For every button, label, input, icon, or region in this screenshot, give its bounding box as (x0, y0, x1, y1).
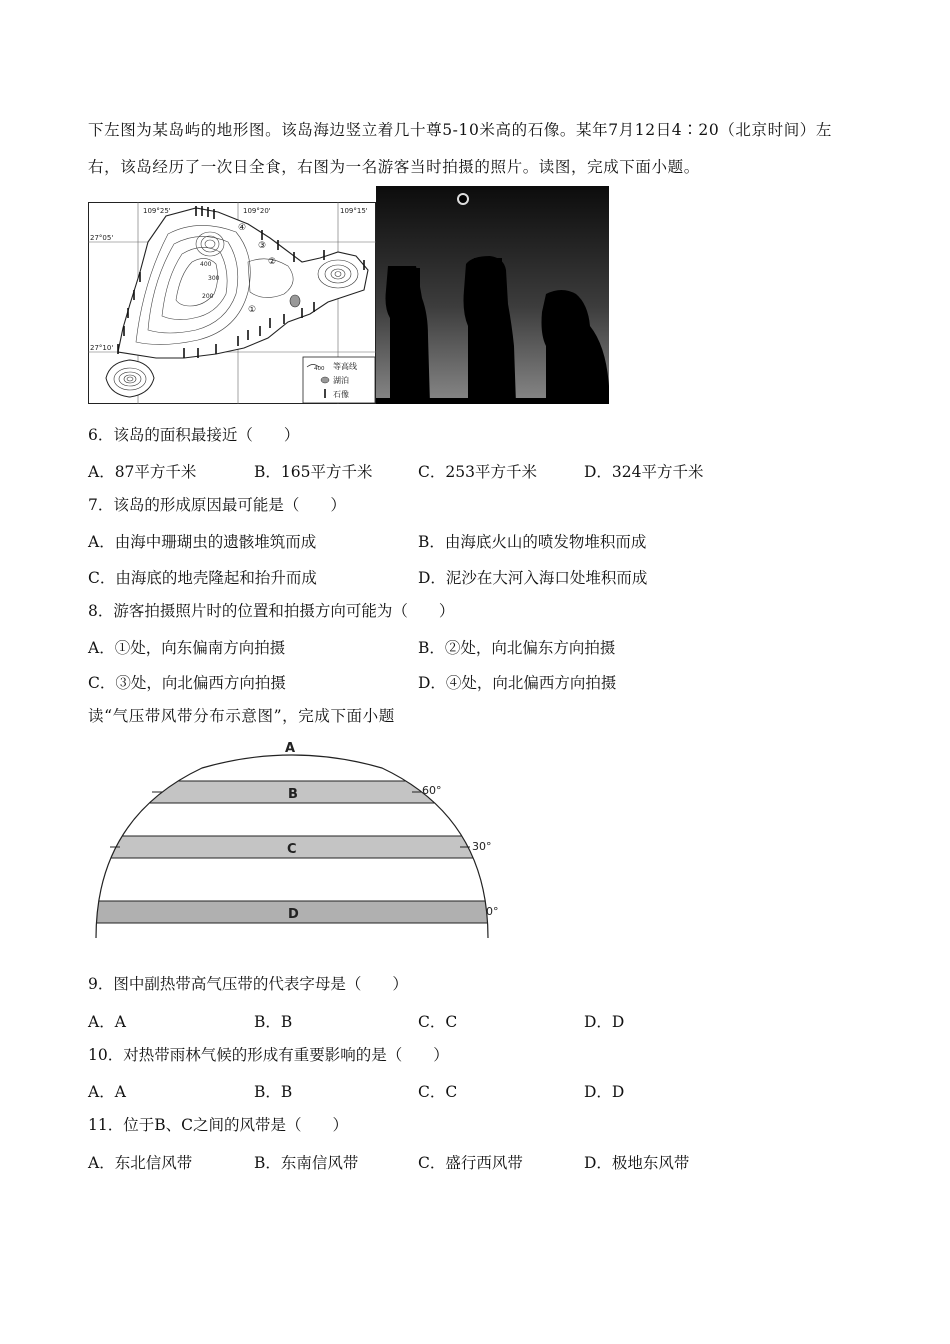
q11-option-c[interactable]: C．盛行西风带 (418, 1154, 523, 1172)
belt-label-a: A (285, 741, 296, 756)
belt-c-band (92, 836, 512, 858)
lat-label-2: 27°10' (90, 344, 114, 352)
q10-stem: 10．对热带雨林气候的形成有重要影响的是（ ） (88, 1046, 449, 1064)
belt-label-c: C (287, 842, 297, 857)
intro-line-2: 右，该岛经历了一次日全食，右图为一名游客当时拍摄的照片。读图，完成下面小题。 (88, 158, 700, 176)
lon-label-2: 109°20' (243, 207, 271, 215)
marker-2: ② (268, 257, 277, 267)
contour-400: 400 (200, 261, 212, 268)
q8-option-a[interactable]: A．①处，向东偏南方向拍摄 (88, 639, 286, 657)
q7-option-d[interactable]: D．泥沙在大河入海口处堆积而成 (418, 569, 648, 587)
q7-stem: 7．该岛的形成原因最可能是（ ） (88, 496, 346, 514)
lat-60-label: 60° (422, 784, 442, 797)
q11-option-b[interactable]: B．东南信风带 (254, 1154, 359, 1172)
q9-option-d[interactable]: D．D (584, 1013, 625, 1031)
q11-option-a[interactable]: A．东北信风带 (88, 1154, 193, 1172)
lon-label-1: 109°25' (143, 207, 171, 215)
legend-contour-value: 400 (314, 366, 325, 372)
lon-label-3: 109°15' (340, 207, 368, 215)
marker-4: ④ (238, 223, 247, 233)
lat-label-1: 27°05' (90, 234, 114, 242)
legend-contour-label: 等高线 (333, 362, 357, 371)
q10-option-d[interactable]: D．D (584, 1083, 625, 1101)
q8-stem: 8．游客拍摄照片时的位置和拍摄方向可能为（ ） (88, 602, 455, 620)
lat-0-label: 0° (486, 905, 499, 918)
q6-option-b[interactable]: B．165平方千米 (254, 463, 373, 481)
q10-option-b[interactable]: B．B (254, 1083, 293, 1101)
eclipsed-sun (457, 193, 469, 205)
marker-1: ① (248, 305, 257, 315)
section2-intro: 读“气压带风带分布示意图”，完成下面小题 (88, 707, 395, 725)
q11-stem: 11．位于B、C之间的风带是（ ） (88, 1116, 348, 1134)
belt-label-d: D (288, 907, 299, 922)
q10-option-a[interactable]: A．A (88, 1083, 126, 1101)
q7-option-a[interactable]: A．由海中珊瑚虫的遗骸堆筑而成 (88, 533, 317, 551)
q8-option-d[interactable]: D．④处，向北偏西方向拍摄 (418, 674, 617, 692)
intro-line-1: 下左图为某岛屿的地形图。该岛海边竖立着几十尊5-10米高的石像。某年7月12日4∶20（北京时间）左 (88, 121, 832, 139)
q10-option-c[interactable]: C．C (418, 1083, 458, 1101)
q9-stem: 9．图中副热带高气压带的代表字母是（ ） (88, 975, 408, 993)
q9-option-b[interactable]: B．B (254, 1013, 293, 1031)
lat-30-label: 30° (472, 840, 492, 853)
belt-a-band (92, 738, 512, 754)
marker-3: ③ (258, 241, 267, 251)
q7-option-c[interactable]: C．由海底的地壳隆起和抬升而成 (88, 569, 317, 587)
legend-lake-label: 湖泊 (333, 376, 349, 385)
contour-200: 200 (202, 293, 214, 300)
q6-option-c[interactable]: C．253平方千米 (418, 463, 537, 481)
belt-label-b: B (288, 787, 298, 802)
belt-d-band (92, 901, 512, 923)
legend-statue-label: 石像 (333, 390, 349, 399)
q6-option-a[interactable]: A．87平方千米 (88, 463, 197, 481)
q8-option-c[interactable]: C．③处，向北偏西方向拍摄 (88, 674, 286, 692)
contour-300: 300 (208, 275, 220, 282)
q9-option-c[interactable]: C．C (418, 1013, 458, 1031)
q9-option-a[interactable]: A．A (88, 1013, 126, 1031)
island-topographic-map (88, 202, 376, 404)
q7-option-b[interactable]: B．由海底火山的喷发物堆积而成 (418, 533, 647, 551)
q6-option-d[interactable]: D．324平方千米 (584, 463, 704, 481)
eclipse-photo (376, 186, 609, 404)
q8-option-b[interactable]: B．②处，向北偏东方向拍摄 (418, 639, 616, 657)
q6-stem: 6．该岛的面积最接近（ ） (88, 426, 300, 444)
q11-option-d[interactable]: D．极地东风带 (584, 1154, 690, 1172)
pressure-belt-diagram (92, 738, 512, 942)
